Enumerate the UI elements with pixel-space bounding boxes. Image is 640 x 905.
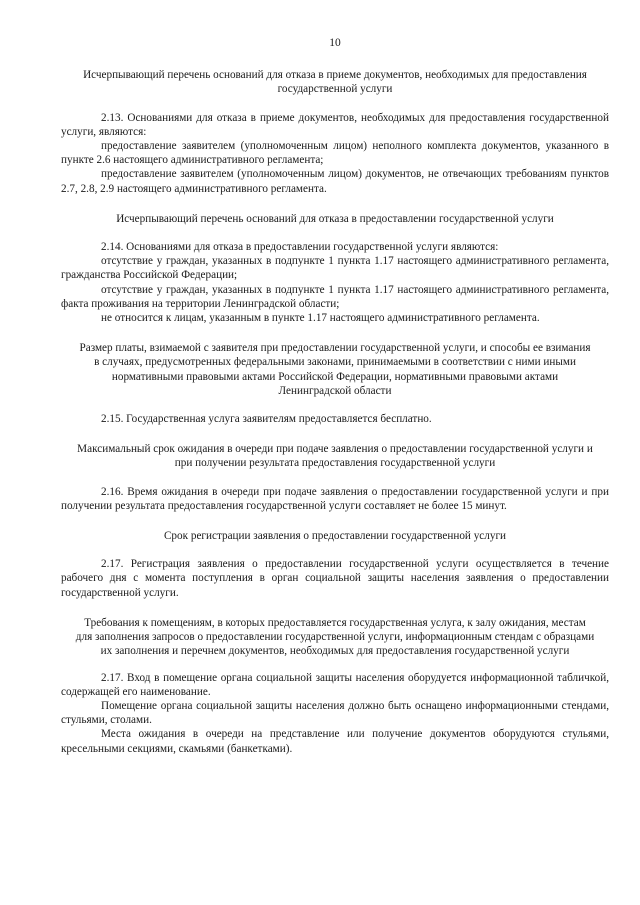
section-heading-premises: Требования к помещениям, в которых предоставляется государственная услуга, к залу ожидания, местам для заполнения запросов о предоставлении государственной услуги, информационным стендам с образцами их заполнения и перечнем документов, необходимых для предоставления государственной услуги — [75, 616, 595, 658]
paragraph-2-14: 2.14. Основаниями для отказа в предоставлении государственной услуги являются: — [101, 241, 499, 254]
spacer — [61, 398, 609, 412]
paragraph-2-17-registration: 2.17. Регистрация заявления о предоставлении государственной услуги осуществляется в течение рабочего дня с момента поступления в орган социальной защиты населения заявления о предоставлении государственной услуги. — [61, 558, 609, 599]
page-number: 10 — [329, 37, 341, 49]
paragraph-2-16: 2.16. Время ожидания в очереди при подаче заявления о предоставлении государственной услуги и при получении результата предоставления государственной услуги составляет не более 15 минут. — [61, 485, 609, 512]
spacer — [61, 426, 609, 442]
spacer — [61, 226, 609, 240]
section-heading-registration-time: Срок регистрации заявления о предоставлении государственной услуги — [163, 530, 507, 543]
paragraph-2-14-item-3: не относится к лицам, указанным в пункте 1.17 настоящего административного регламента. — [101, 312, 540, 325]
paragraph-2-13-item-2: предоставление заявителем (уполномоченным лицом) документов, не отвечающих требованиям пунктов 2.7, 2.8, 2.9 настоящего административного регламента. — [61, 168, 609, 195]
spacer — [61, 97, 609, 111]
paragraph-2-15: 2.15. Государственная услуга заявителям предоставляется бесплатно. — [101, 413, 432, 426]
paragraph-waiting-places: Места ожидания в очереди на представление или получение документов оборудуются стульями, кресельными секциями, скамьями (банкетками). — [61, 728, 609, 755]
section-heading-refusal-provide-service: Исчерпывающий перечень оснований для отказа в предоставлении государственной услуги — [116, 212, 554, 225]
section-heading-fee: Размер платы, взимаемой с заявителя при предоставлении государственной услуги, и способы ее взимания в случаях, предусмотренных федеральными законами, принимаемыми в соответствии с ними иными нормативными правовыми актами Российской Федерации, нормативными правовыми актами Ленинградской области — [79, 342, 591, 397]
document-page — [61, 36, 609, 756]
spacer — [61, 325, 609, 341]
paragraph-2-14-item-2: отсутствие у граждан, указанных в подпункте 1 пункта 1.17 настоящего административного регламента, факта проживания на территории Ленинградской области; — [61, 283, 609, 310]
spacer — [61, 196, 609, 212]
spacer — [61, 543, 609, 557]
spacer — [61, 471, 609, 485]
section-heading-queue-time: Максимальный срок ожидания в очереди при подаче заявления о предоставлении государственной услуги и при получении результата предоставления государственной услуги — [77, 443, 593, 470]
paragraph-2-13: 2.13. Основаниями для отказа в приеме документов, необходимых для предоставления государственной услуги, являются: — [61, 111, 609, 138]
paragraph-premises-equipment: Помещение органа социальной защиты населения должно быть оснащено информационными стендами, стульями, столами. — [61, 699, 609, 727]
paragraph-2-17-entrance: 2.17. Вход в помещение органа социальной защиты населения оборудуется информационной табличкой, содержащей его наименование. — [61, 671, 609, 698]
spacer — [61, 513, 609, 529]
section-heading-refusal-accept-documents: Исчерпывающий перечень оснований для отказа в приеме документов, необходимых для предоставления государственной услуги — [83, 69, 587, 96]
paragraph-2-13-item-1: предоставление заявителем (уполномоченным лицом) неполного комплекта документов, указанного в пункте 2.6 настоящего административного регламента; — [61, 140, 609, 167]
spacer — [61, 600, 609, 616]
paragraph-2-14-item-1: отсутствие у граждан, указанных в подпункте 1 пункта 1.17 настоящего административного регламента, гражданства Российской Федерации; — [61, 255, 609, 282]
spacer — [61, 659, 609, 671]
